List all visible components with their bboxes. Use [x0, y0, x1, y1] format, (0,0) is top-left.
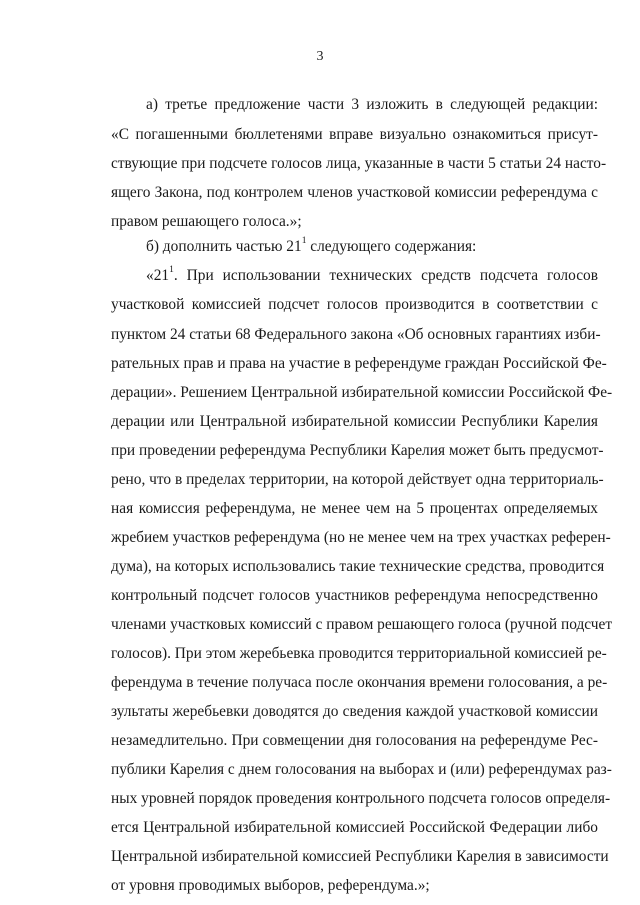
text-segment: «С погашенными бюллетенями вправе визуально ознакомиться присут-: [111, 126, 598, 143]
text-line: [146, 235, 598, 256]
text-line: [111, 645, 607, 663]
page-number: 3: [316, 49, 324, 64]
text-segment: дерации или Центральной избирательной комиссии Республики Карелия: [111, 413, 598, 430]
text-line: [111, 877, 598, 895]
text-line: [111, 471, 604, 489]
text-line: [111, 355, 607, 373]
text-line: [111, 819, 598, 837]
text-segment: . При использовании технических средств подсчета голосов: [173, 267, 598, 284]
text-segment: б) дополнить частью 21: [146, 238, 302, 255]
text-segment: рательных прав и права на участие в референдуме граждан Российской Фе-: [111, 355, 607, 372]
text-line: [111, 296, 598, 314]
text-line: [111, 703, 598, 721]
text-segment: рено, что в пределах территории, на которой действует одна территориаль-: [111, 471, 604, 488]
text-segment: пунктом 24 статьи 68 Федерального закона «Об основных гарантиях изби-: [111, 326, 601, 343]
text-segment: от уровня проводимых выборов, референдума.»;: [111, 877, 430, 894]
text-line: [111, 126, 598, 144]
text-line: [111, 674, 608, 692]
text-segment: участковой комиссией подсчет голосов производится в соответствии с: [111, 296, 598, 313]
text-line: [111, 413, 598, 431]
text-segment: «21: [146, 267, 170, 284]
text-line: [111, 790, 611, 808]
text-segment: дума), на которых использовались такие технические средства, проводится: [111, 558, 605, 575]
text-line: [111, 500, 598, 518]
text-segment: правом решающего голоса.»;: [111, 213, 302, 230]
superscript: 1: [169, 264, 174, 275]
text-segment: ная комиссия референдума, не менее чем на 5 процентах определяемых: [111, 500, 598, 517]
text-line: [111, 184, 598, 202]
text-line: [111, 384, 613, 402]
text-segment: незамедлительно. При совмещении дня голосования на референдуме Рес-: [111, 732, 598, 749]
text-line: [146, 264, 598, 285]
text-segment: ных уровней порядок проведения контрольного подсчета голосов определя-: [111, 790, 611, 807]
text-segment: зультаты жеребьевки доводятся до сведения каждой участковой комиссии: [111, 703, 598, 720]
text-segment: ящего Закона, под контролем членов участковой комиссии референдума с: [111, 184, 598, 201]
text-segment: Центральной избирательной комиссией Республики Карелия в зависимости: [111, 848, 609, 865]
text-line: [111, 616, 613, 634]
text-line: [111, 529, 611, 547]
text-line: [111, 587, 598, 605]
text-segment: жребием участков референдума (но не менее чем на трех участках референ-: [111, 529, 611, 546]
text-line: [146, 96, 598, 114]
text-line: [111, 155, 607, 173]
text-segment: ферендума в течение получаса после окончания времени голосования, а ре-: [111, 674, 608, 691]
text-line: [111, 761, 612, 779]
text-segment: контрольный подсчет голосов участников референдума непосредственно: [111, 587, 598, 604]
text-line: [111, 558, 605, 576]
text-line: [111, 326, 601, 344]
text-segment: публики Карелия с днем голосования на выборах и (или) референдумах раз-: [111, 761, 612, 778]
text-line: [111, 848, 609, 866]
text-segment: при проведении референдума Республики Карелия может быть предусмот-: [111, 442, 604, 459]
text-line: [111, 442, 604, 460]
text-segment: следующего содержания:: [306, 238, 477, 255]
text-segment: ется Центральной избирательной комиссией Российской Федерации либо: [111, 819, 598, 836]
text-segment: а) третье предложение части 3 изложить в следующей редакции:: [146, 96, 598, 113]
text-line: [111, 732, 598, 750]
text-segment: ствующие при подсчете голосов лица, указанные в части 5 статьи 24 насто-: [111, 155, 607, 172]
text-segment: голосов). При этом жеребьевка проводится территориальной комиссией ре-: [111, 645, 607, 662]
superscript: 1: [301, 235, 307, 246]
text-segment: дерации». Решением Центральной избирательной комиссии Российской Фе-: [111, 384, 613, 401]
text-segment: членами участковых комиссий с правом решающего голоса (ручной подсчет: [111, 616, 613, 633]
text-line: [111, 213, 598, 231]
